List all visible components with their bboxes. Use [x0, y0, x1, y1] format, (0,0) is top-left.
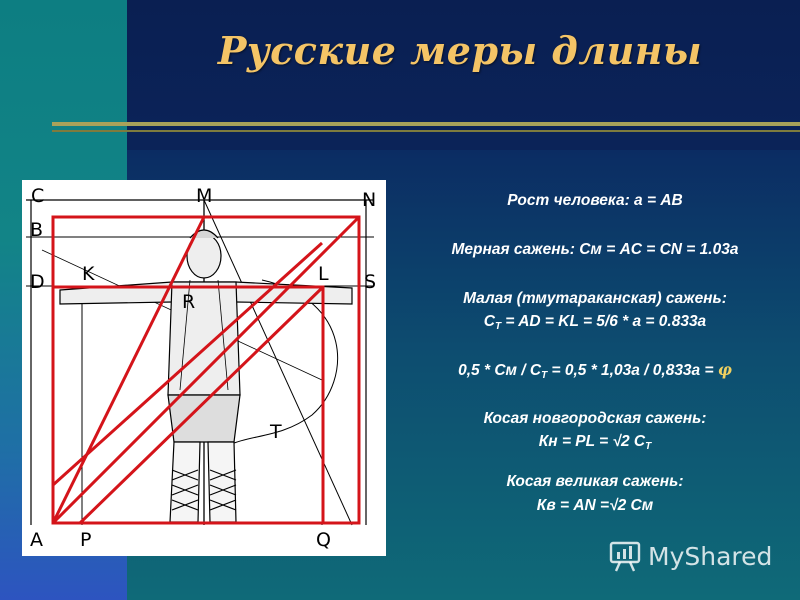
- label-S: S: [364, 271, 377, 293]
- title-rule: [52, 122, 800, 126]
- label-P: P: [80, 529, 92, 551]
- myshared-watermark: [608, 536, 772, 576]
- great-formula: Кв = AN =√2 См: [536, 497, 654, 514]
- title-rule-thin: [52, 130, 800, 132]
- figure-right-leg: [208, 442, 236, 522]
- ratio-part-a: 0,5 * См / C: [458, 362, 542, 379]
- novgorod-title: Косая новгородская сажень:: [483, 410, 707, 427]
- slide-title: Русские меры длины: [217, 28, 703, 73]
- novgorod-subscript: T: [645, 441, 652, 452]
- small-ct-subscript: T: [495, 321, 502, 332]
- measure-diagram: [22, 180, 386, 556]
- label-B: B: [30, 219, 44, 241]
- small-ct-rest: = AD = KL = 5/6 * a = 0.833a: [501, 313, 707, 330]
- label-L: L: [318, 263, 329, 285]
- phi-symbol: φ: [717, 360, 732, 379]
- label-R: R: [182, 291, 196, 313]
- label-Q: Q: [316, 529, 331, 551]
- ratio-line: [400, 360, 790, 381]
- small-sazhen-title: Малая (тмутараканская) сажень:: [463, 290, 727, 307]
- presentation-icon: [608, 539, 642, 573]
- label-N: N: [362, 189, 377, 211]
- label-D: D: [30, 271, 45, 293]
- figure-left-leg: [170, 442, 200, 522]
- height-line: Рост человека: а = AB: [507, 192, 683, 209]
- great-title: Косая великая сажень:: [506, 473, 684, 490]
- label-K: K: [82, 263, 95, 285]
- watermark-label: MyShared: [648, 541, 773, 571]
- measure-diagram-svg: [22, 180, 386, 556]
- small-sazhen-formula: [400, 313, 790, 332]
- sazhen-line: Мерная сажень: См = AC = CN = 1.03а: [451, 241, 739, 258]
- ratio-part-b: = 0,5 * 1,03a / 0,833a =: [547, 362, 718, 379]
- ratio-subscript: T: [541, 370, 548, 381]
- label-A: A: [30, 529, 43, 551]
- novgorod-formula: [400, 433, 790, 452]
- label-M: M: [196, 185, 213, 207]
- label-T: T: [270, 421, 282, 443]
- novgorod-formula-main: Кн = PL = √2 C: [538, 433, 646, 450]
- label-C: C: [31, 185, 45, 207]
- human-figure: [60, 230, 352, 522]
- small-ct-symbol: C: [483, 313, 495, 330]
